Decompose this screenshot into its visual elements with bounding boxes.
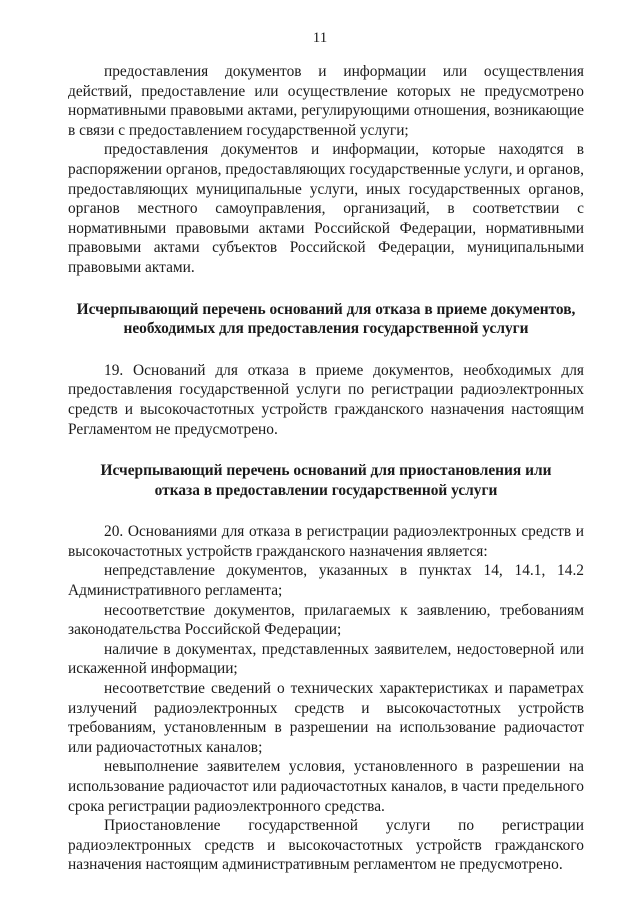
section-heading: [68, 461, 584, 500]
section-heading: [68, 300, 584, 339]
section-heading-line: необходимых для предоставления государственной услуги: [123, 320, 529, 338]
paragraph: предоставления документов и информации или осуществления действий, предоставление или осуществление которых не предусмотрено нормативными правовыми актами, регулирующими отношения, возникающие в связи с предоставлением государственной услуги;: [68, 63, 584, 139]
section-heading-line: Исчерпывающий перечень оснований для отказа в приеме документов,: [76, 300, 576, 318]
paragraph: предоставления документов и информации, которые находятся в распоряжении органов, предоставляющих государственные услуги, и органов, предоставляющих муниципальные услуги, иных государственных органов, органов местного самоуправления, организаций, в соответствии с нормативными правовыми актами Российской Федерации, нормативными правовыми актами субъектов Российской Федерации, муниципальными правовыми актами.: [68, 141, 584, 276]
page-number: 11: [312, 30, 328, 46]
document-body: [68, 62, 584, 875]
list-item: несоответствие документов, прилагаемых к заявлению, требованиям законодательства Российской Федерации;: [68, 601, 584, 639]
paragraph: 20. Основаниями для отказа в регистрации радиоэлектронных средств и высокочастотных устройств гражданского назначения является:: [68, 523, 584, 560]
section-heading-line: Исчерпывающий перечень оснований для приостановления или: [100, 462, 552, 480]
list-item: невыполнение заявителем условия, установленного в разрешении на использование радиочастот или радиочастотных каналов, в части предельного срока регистрации радиоэлектронного средства.: [68, 758, 584, 815]
list-item: несоответствие сведений о технических характеристиках и параметрах излучений радиоэлектронных средств и высокочастотных устройств требованиям, установленным в разрешении на использование радиочастот или радиочастотных каналов;: [68, 680, 584, 756]
section-heading-line: отказа в предоставлении государственной услуги: [154, 481, 498, 499]
list-item: наличие в документах, представленных заявителем, недостоверной или искаженной информации;: [68, 640, 584, 678]
paragraph: 19. Оснований для отказа в приеме документов, необходимых для предоставления государственной услуги по регистрации радиоэлектронных средств и высокочастотных устройств гражданского назначения настоящим Регламентом не предусмотрено.: [68, 361, 584, 438]
list-item: непредставление документов, указанных в пунктах 14, 14.1, 14.2 Административного регламента;: [68, 562, 584, 600]
paragraph: Приостановление государственной услуги по регистрации радиоэлектронных средств и высокочастотных устройств гражданского назначения настоящим административным регламентом не предусмотрено.: [68, 817, 584, 874]
